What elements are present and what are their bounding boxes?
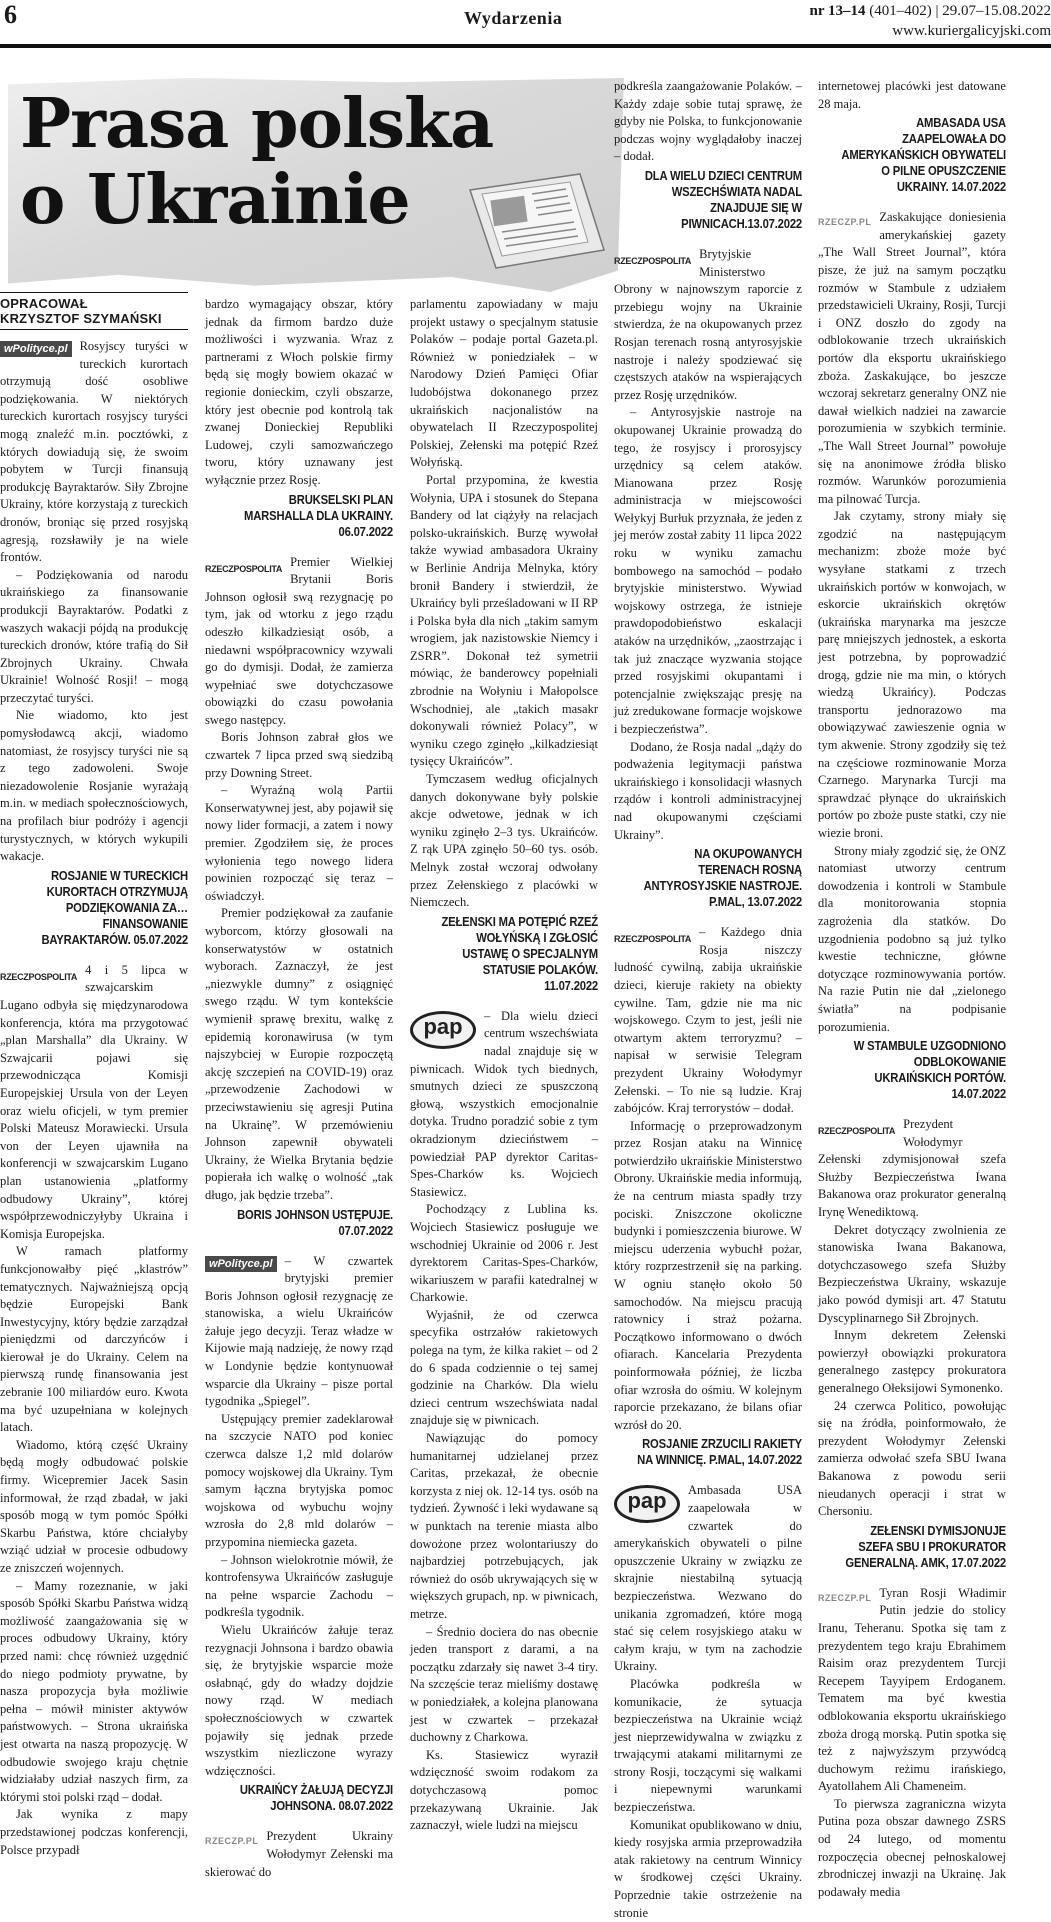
- article-heading: NA OKUPOWANYCH TERENACH ROSNĄ ANTYROSYJSKIE NASTROJE. P.MAL, 13.07.2022: [633, 846, 802, 910]
- article-paragraph: RZECZPOSPOLITA Premier Wielkiej Brytanii Boris Johnson ogłosił swą rezygnację po tym, jak od wtorku z jego rządu odeszło kilkadziesiąt osób, a niedawni współpracownicy wzywali go do dymisji. Dodał, że zamierza wypełniać swe dotychczasowe obowiązki do czasu powołania swego następcy.: [205, 554, 393, 730]
- article-paragraph: RZECZPOSPOLITA – Każdego dnia Rosja niszczy ludność cywilną, zabija ukraińskie dzieci, kieruje rakiety na obiekty cywilne. Tam, gdzie nie ma nic wojskowego. Czym to jest, jeśli nie otwartym aktem terroryzmu? – napisał w serwisie Telegram prezydent Ukrainy Wołodymyr Zełenski. – To nie są ludzie. Kraj zabójców. Kraj terrorystów – dodał.: [614, 924, 802, 1118]
- article-paragraph: Jak wynika z mapy przedstawionej podczas konferencji, Polsce przypadł: [0, 1806, 188, 1859]
- article-paragraph: – Antyrosyjskie nastroje na okupowanej Ukrainie prowadzą do tego, że rosyjscy i prorosyjscy urzędnicy są celem ataków. Mianowana przez Rosję administracja w miejscowości Wełykyj Burłuk przyznała, że jeden z jej merów został zabity 11 lipca 2022 roku w wyniku zamachu bombowego na samochód – podało brytyjskie ministerstwo. Wywiad wojskowy ostrzega, że istnieje prawdopodobieństwo eskalacji ataków na urzędników, „zaostrzając i tak już znaczące wyzwania stojące przed rosyjskimi okupantami i potencjalnie zwiększając presję na już zredukowane formacje wojskowe i bezpieczeństwa”.: [614, 404, 802, 738]
- article-heading: ZEŁENSKI MA POTĘPIĆ RZEŹ WOŁYŃSKĄ I ZGŁOSIĆ USTAWĘ O SPECJALNYM STATUSIE POLAKÓW. 11.07.2022: [429, 914, 598, 994]
- article-paragraph: Ks. Stasiewicz wyraził wdzięczność swoim rodakom za dotychczasową pomoc przekazywaną Ukrainie. Jak zaznaczył, wiele ludzi na miejscu: [410, 1747, 598, 1835]
- column-2: [205, 296, 393, 1881]
- article-paragraph: parlamentu zapowiadany w maju projekt ustawy o specjalnym statusie Polaków – podaje portal Gazeta.pl. Również w poniedziałek – w Narodowy Dzień Pamięci Ofiar ludobójstwa dokonanego przez ukraińskich nacjonalistów na obywatelach II Rzeczypospolitej Polskiej, Zełenski ma potępić Rzeź Wołyńską.: [410, 296, 598, 472]
- pap-logo: pap: [614, 1485, 680, 1523]
- header-rule: [0, 44, 1051, 48]
- article-paragraph: 24 czerwca Politico, powołując się na źródła, poinformowało, że prezydent Wołodymyr Zełenski zamierza odwołać szefa SBU Iwana Bakanowa z powodu serii nieudanych operacji i strat w Chersoniu.: [818, 1398, 1006, 1521]
- article-paragraph: RZECZP.PL Tyran Rosji Władimir Putin jedzie do stolicy Iranu, Teheranu. Spotka się tam z prezydentem tego kraju Ebrahimem Raisim oraz prezydentem Turcji Recepem Tayyipem Erdoganem. Tematem ma być kwestia odblokowania eksportu ukraińskiego zboża drogą morską. Putin spotka się też z najwyższym przywódcą duchowym reżimu irańskiego, Ayatollahem Ali Chameneim.: [818, 1585, 1006, 1796]
- article-paragraph: Jak czytamy, strony miały się zgodzić na następującym mechanizm: zboże może być wysyłane statkami z trzech ukraińskich portów w konwojach, w eskorcie ukraińskich okrętów (ukraińska marynarka ma jeszcze parę mniejszych jednostek, a eskorta jest potrzebna, by poprowadzić drogą, gdzie nie ma min, o których wiedzą Ukraińcy). Podczas transportu jednorazowo ma obowiązywać zawieszenie ognia w tym akwenie. Strony zgodziły się też na częściowe rozminowanie Morza Czarnego. Marynarka Turcji ma sprawdzać płynące do ukraińskich portów po zboże puste statki, czy nie wiezie broni.: [818, 508, 1006, 842]
- article-paragraph: Nawiązując do pomocy humanitarnej udzielanej przez Caritas, przekazał, że obecnie korzysta z niej ok. 12-14 tys. osób na tydzień. Żywność i leki wydawane są w punktach na terenie miasta albo dowożone przez wolontariuszy do najbardziej potrzebujących, jak również do osób ukrywających się w większych grupach, np. w piwnicach, metrze.: [410, 1430, 598, 1624]
- article-heading: ROSJANIE ZRZUCILI RAKIETY NA WINNICĘ. P.MAL, 14.07.2022: [633, 1436, 802, 1468]
- article-paragraph: Nie wiadomo, kto jest pomysłodawcą akcji, wiadomo natomiast, że rosyjscy turyści nie są z tego zadowoleni. Swoje niezadowolenie Rosjanie wyrażają m.in. w mediach społecznościowych, na profilach biur podróży i agencji turystycznych, w których wykupili wakacje.: [0, 707, 188, 865]
- article-paragraph: wPolityce.pl Rosyjscy turyści w tureckich kurortach otrzymują dość osobliwe podziękowania. W niektórych tureckich kurortach rosyjscy turyści mogą znaleźć m.in. pocztówki, z których dowiadują się, że swoim pobytem w Turcji finansują produkcję Bayraktarów. Siły Zbrojne Ukrainy, które korzystają z tureckich dronów, broniąc się przed rosyjską agresją, rozsławiły je na wiele frontów.: [0, 338, 188, 567]
- article-paragraph: podkreśla zaangażowanie Polaków. – Każdy zdaje sobie tutaj sprawę, że gdyby nie Polska, to funkcjonowanie podczas wojny wyglądałoby inaczej – dodał.: [614, 78, 802, 166]
- article-paragraph: – Wyraźną wolą Partii Konserwatywnej jest, aby pojawił się nowy lider formacji, a zatem i nowy premier. Zgodziłem się, że proces wyłonienia tego nowego lidera powinien rozpocząć się teraz – oświadczył.: [205, 782, 393, 905]
- pap-logo: pap: [410, 1011, 476, 1049]
- masthead-title: [20, 86, 493, 238]
- article-paragraph: Wielu Ukraińców żałuje teraz rezygnacji Johnsona i bardzo obawia się, że brytyjskie wsparcie może osłabnąć, gdy do władzy dojdzie nowy rząd. W mediach społecznościowych w czwartek pojawiły się jednak przede wszystkim niezliczone wyrazy wdzięczności.: [205, 1622, 393, 1780]
- article-paragraph: – Mamy rozeznanie, w jaki sposób Spółki Skarbu Państwa widzą możliwość zaangażowania się w proces odbudowy Ukrainy, który przed nami: chcę również uzgędnić do niego podmioty prywatne, by nasza propozycja była możliwie pełna – mówił minister aktywów państwowych. – Strona ukraińska jest otwarta na naszą propozycję. W odbudowie swojego kraju chętnie widziałaby udział naszych firm, za którymi stoi polski rząd – dodał.: [0, 1578, 188, 1807]
- rp-logo: RZECZP.PL: [818, 212, 871, 228]
- rzeczpospolita-logo: RZECZPOSPOLITA: [0, 965, 77, 983]
- rzeczpospolita-logo: RZECZPOSPOLITA: [614, 927, 691, 945]
- article-paragraph: Placówka podkreśla w komunikacie, że sytuacja bezpieczeństwa na Ukrainie wciąż jest nieprzewidywalna w związku z trwającymi atakami militarnymi ze strony Rosji, toczącymi się walkami i niepewnymi warunkami bezpieczeństwa.: [614, 1676, 802, 1817]
- article-paragraph: wPolityce.pl – W czwartek brytyjski premier Boris Johnson ogłosił rezygnację ze stanowiska, a wielu Ukraińców żałuje jego decyzji. Teraz władze w Kijowie mają nadzieję, że nowy rząd w Londynie będzie kontynuował wsparcie dla Ukrainy – pisze portal tygodnika „Spiegel”.: [205, 1253, 393, 1411]
- website-link[interactable]: www.kuriergalicyjski.com: [810, 21, 1051, 41]
- page-header: [0, 0, 1051, 48]
- masthead-line-2: o Ukrainie: [20, 162, 493, 238]
- article-paragraph: Premier podziękował za zaufanie wyborcom, którzy głosowali na konserwatystów w ostatnich wyborach. Zaznaczył, że jest „niezwykle dumny” z osiągnięć swego rządu. W tym kontekście wymienił sprawę brexitu, walkę z epidemią koronawirusa (w tym najszybciej w Europie rozpoczętą akcję szczepień na COVID-19) oraz „przewodzenie Zachodowi w przeciwstawieniu się agresji Putina na Ukrainę”. W przemówieniu Johnson zapewnił obywateli Ukrainy, że Wielka Brytania będzie popierała ich walkę o wolność „tak długo, jak będzie trzeba”.: [205, 905, 393, 1204]
- article-paragraph: – Johnson wielokrotnie mówił, że kontrofensywa Ukraińców zasługuje na pełne wsparcie Zachodu – podkreśla tygodnik.: [205, 1552, 393, 1622]
- article-paragraph: RZECZPOSPOLITA Brytyjskie Ministerstwo Obrony w najnowszym raporcie z przebiegu wojny na Ukrainie stwierdza, że na okupowanych przez Rosjan terenach rosną antyrosyjskie nastroje i należy spodziewać się częstszych ataków na wspierających przez Rosję urzędników.: [614, 246, 802, 404]
- column-4: [614, 78, 802, 1922]
- issue-info: [810, 1, 1051, 41]
- article-paragraph: Dodano, że Rosja nadal „dąży do podważenia legitymacji państwa ukraińskiego i konsolidacji własnych rządów i kontroli administracyjnej nad okupowanymi częściami Ukrainy”.: [614, 739, 802, 845]
- rp-logo: RZECZP.PL: [205, 1831, 258, 1847]
- article-heading: UKRAIŃCY ŻAŁUJĄ DECYZJI JOHNSONA. 08.07.2022: [224, 1782, 393, 1814]
- column-3: [410, 296, 598, 1835]
- wpolityce-logo: wPolityce.pl: [205, 1256, 277, 1272]
- article-heading: DLA WIELU DZIECI CENTRUM WSZECHŚWIATA NADAL ZNAJDUJE SIĘ W PIWNICACH.13.07.2022: [633, 168, 802, 232]
- article-paragraph: Boris Johnson zabrał głos we czwartek 7 lipca przed swą siedzibą przy Downing Street.: [205, 729, 393, 782]
- masthead-line-1: Prasa polska: [20, 86, 493, 162]
- article-paragraph: Ustępujący premier zadeklarował na szczycie NATO pod koniec czerwca dalsze 1,2 mld dolarów pomocy wojskowej dla Ukrainy. Tym samym łączna brytyjska pomoc wojskowa od wybuchu wojny wzrosła do 2,8 mld dolarów – przypomina niemiecka gazeta.: [205, 1411, 393, 1552]
- article-paragraph: – Podziękowania od narodu ukraińskiego za finansowanie produkcji Bayraktarów. Podatki z waszych wakacji pójdą na produkcję tureckich dronów, które trafią do Sił Zbrojnych Ukrainy. Chwała Ukrainie! Wolność Rosji! – mogą przeczytać turyści.: [0, 567, 188, 708]
- page-number: 6: [4, 0, 17, 30]
- issue-detail: (401–402) | 29.07–15.08.2022: [866, 3, 1051, 19]
- article-paragraph: internetowej placówki jest datowane 28 maja.: [818, 78, 1006, 113]
- issue-number: nr 13–14: [810, 3, 866, 19]
- article-paragraph: To pierwsza zagraniczna wizyta Putina poza obszar dawnego ZSRS od 24 lutego, od momentu rozpoczęcia obecnej pełnoskalowej zbrodniczej inwazji na Ukrainę. Jak podawały media: [818, 1796, 1006, 1902]
- article-paragraph: Wyjaśnił, że od czerwca specyfika ostrzałów rakietowych polega na tym, że kilka rakiet – od 2 do 6 spada codziennie o tej samej godzinie na Charków. Dla wielu dzieci centrum wszechświata nadal znajduje się w piwnicach.: [410, 1307, 598, 1430]
- article-heading: AMBASADA USA ZAAPELOWAŁA DO AMERYKAŃSKICH OBYWATELI O PILNE OPUSZCZENIE UKRAINY. 14.07.2022: [837, 115, 1006, 195]
- rzeczpospolita-logo: RZECZPOSPOLITA: [205, 557, 282, 575]
- article-paragraph: Portal przypomina, że kwestia Wołynia, UPA i stosunek do Stepana Bandery od lat ciążyły na relacjach polsko-ukraińskich. Burzę wywołał także wywiad ambasadora Ukrainy w Berlinie Andrija Melnyka, który bronił Bandery i stwierdził, że Ukraińcy byli prześladowani w II RP i Polska była dla nich „takim samym wrogiem, jak nazistowskie Niemcy i ZSRR”. Dokonał też symetrii mówiąc, że banderowcy popełniali zbrodnie na Wołyniu i Małopolsce Wschodniej, ale „takich masakr dokonywali również Polacy”, w wyniku czego zginęło „kilkadziesiąt tysięcy Ukraińców”.: [410, 472, 598, 771]
- article-heading: BRUKSELSKI PLAN MARSHALLA DLA UKRAINY. 06.07.2022: [224, 492, 393, 540]
- article-paragraph: Wiadomo, którą część Ukrainy będą mogły odbudować polskie firmy. Wicepremier Jacek Sasin informował, że rząd zbadał, w jaki sposób mogą w tym pomóc Spółki Skarbu Państwa, które chciałyby wziąć udział w procesie odbudowy ze zniszczeń wojennych.: [0, 1437, 188, 1578]
- article-heading: BORIS JOHNSON USTĘPUJE. 07.07.2022: [224, 1207, 393, 1239]
- article-paragraph: Strony miały zgodzić się, że ONZ natomiast utworzy centrum dowodzenia i kontroli w Stambule dla monitorowania stopnia zagrożenia dla statków. Do uzgodnienia podobno są już tylko kwestie techniczne, główne dotyczące rozminowywania portów. Na razie Putin nie dał „zielonego światła” na podpisanie porozumienia.: [818, 843, 1006, 1037]
- column-1: [0, 292, 188, 1859]
- article-paragraph: pap Ambasada USA zaapelowała w czwartek do amerykańskich obywateli o pilne opuszczenie Ukrainy w związku ze skrajnie niestabilną sytuacją bezpieczeństwa. Wezwano do unikania zgromadzeń, które mogą stać się celem rosyjskiego ataku w całym kraju, w tym na zachodzie Ukrainy.: [614, 1482, 802, 1676]
- article-paragraph: – Średnio dociera do nas obecnie jeden transport z darami, a na początku zdarzały się nawet 3-4 tiry. Na szczęście teraz mieliśmy dostawę w poniedziałek, a kolejna planowana jest w czwartek – przekazał duchowny z Charkowa.: [410, 1624, 598, 1747]
- column-5: [818, 78, 1006, 1901]
- article-paragraph: pap – Dla wielu dzieci centrum wszechświata nadal znajduje się w piwnicach. Widok tych biednych, smutnych dzieci ze spuszczoną głową, wszystkich emocjonalnie dotyka. Trudno poradzić sobie z tym okradzionym dzieciństwem – powiedział PAP dyrektor Caritas-Spes-Charków ks. Wojciech Stasiewicz.: [410, 1008, 598, 1202]
- article-paragraph: Komunikat opublikowano w dniu, kiedy rosyjska armia przeprowadziła atak rakietowy na centrum Winnicy w środkowej części Ukrainy. Poprzednie takie ostrzeżenie na stronie: [614, 1817, 802, 1922]
- article-paragraph: Innym dekretem Zełenski powierzył obowiązki prokuratora generalnego zastępcy prokuratora generalnego Ołeksijowi Symonenko.: [818, 1327, 1006, 1397]
- article-paragraph: Informację o przeprowadzonym przez Rosjan ataku na Winnicę potwierdziło ukraińskie Ministerstwo Obrony. Ukraińskie media informują, że na centrum miasta spadły trzy pociski. Zniszczone okoliczne budynki i pomieszczenia biurowe. W miejscu uderzenia wybuchł pożar, który rozprzestrzenił się na parking. W ogniu stanęło około 50 samochodów. Na miejscu pracują ratownicy i straż pożarna. Początkowo informowano o dwóch ofiarach. Kancelaria Prezydenta poinformowała później, że liczba ofiar wzrosła do ośmiu. W kolejnym raporcie przekazano, że bilans ofiar wzrósł do 20.: [614, 1118, 802, 1435]
- article-paragraph: RZECZP.PL Zaskakujące doniesienia amerykańskiej gazety „The Wall Street Journal”, która pisze, że już na samym początku rozmów w Stambule z udziałem przedstawicieli Ukrainy, Rosji, Turcji i ONZ doszło do zgody na odblokowanie trzech ukraińskich portów dla eksportu ukraińskiego zboża. Zaskakujące, bo jeszcze wczoraj sekretarz generalny ONZ nie dawał wielkich nadziei na zawarcie porozumienia w szybkich terminie. „The Wall Street Journal” powołuje się na anonimowe źródła blisko rozmów. Warunków porozumienia ma pilnować Turcja.: [818, 209, 1006, 508]
- section-title: Wydarzenia: [464, 8, 562, 29]
- article-paragraph: bardzo wymagający obszar, który jednak da firmom bardzo duże możliwości i wyzwania. Wraz z partnerami z Włoch polskie firmy będą się mogły bowiem okazać w regionie donieckim, czyli obszarze, który jest obecnie pod kontrolą tak zwanej Donieckiej Republiki Ludowej, czyli samozwańczego tworu, który uznawany jest wyłącznie przez Rosję.: [205, 296, 393, 490]
- wpolityce-logo: wPolityce.pl: [0, 341, 72, 357]
- rzeczpospolita-logo: RZECZPOSPOLITA: [614, 249, 691, 267]
- rzeczpospolita-logo: RZECZPOSPOLITA: [818, 1119, 895, 1137]
- byline: OPRACOWAŁ KRZYSZTOF SZYMAŃSKI: [0, 292, 188, 330]
- article-paragraph: RZECZPOSPOLITA Prezydent Wołodymyr Zełenski zdymisjonował szefa Służby Bezpieczeństwa Iwana Bakanowa oraz prokurator generalną Irynę Wenediktową.: [818, 1116, 1006, 1222]
- article-paragraph: RZECZPOSPOLITA 4 i 5 lipca w szwajcarskim Lugano odbyła się międzynarodowa konferencja, która ma przygotować „plan Marshalla” dla Ukrainy. W Szwajcarii pojawi się przewodnicząca Komisji Europejskiej Ursula von der Leyen oraz wielu oficjeli, w tym premier Polski Mateusz Morawiecki. Ursula von der Leyen ujawniła na konferencji w szwajcarskim Lugano plan ustanowienia „platformy odbudowy Ukrainy”, której współprzewodniczyłyby Ukraina i Komisja Europejska.: [0, 962, 188, 1244]
- newspaper-icon: [462, 168, 612, 276]
- article-heading: ZEŁENSKI DYMISJONUJE SZEFA SBU I PROKURATOR GENERALNĄ. AMK, 17.07.2022: [837, 1523, 1006, 1571]
- article-paragraph: W ramach platformy funkcjonowałby pięć „klastrów” tematycznych. Najważniejszą opcją będzie Europejski Bank Inwestycyjny, który będzie zarządzał pieniędzmi od darczyńców i kierował je do Ukrainy. Celem na pierwszą rundę finansowania jest zebranie 100 miliardów euro. Kwota ma być uzupełniana w kolejnych latach.: [0, 1243, 188, 1437]
- article-heading: W STAMBULE UZGODNIONO ODBLOKOWANIE UKRAIŃSKICH PORTÓW. 14.07.2022: [837, 1038, 1006, 1102]
- rp-logo: RZECZP.PL: [818, 1588, 871, 1604]
- article-paragraph: Dekret dotyczący zwolnienia ze stanowiska Iwana Bakanowa, dotychczasowego szefa Służby Bezpieczeństwa Ukrainy, wskazuje jako powód dymisji art. 47 Statutu Dyscyplinarnego Sił Zbrojnych.: [818, 1222, 1006, 1328]
- article-paragraph: Pochodzący z Lublina ks. Wojciech Stasiewicz posługuje we wschodniej Ukrainie od 2006 r. Jest dyrektorem Caritas-Spes-Charków, wikariuszem w parafii katedralnej w Charkowie.: [410, 1201, 598, 1307]
- article-heading: ROSJANIE W TURECKICH KURORTACH OTRZYMUJĄ PODZIĘKOWANIA ZA… FINANSOWANIE BAYRAKTARÓW. 05.07.2022: [19, 868, 188, 948]
- article-paragraph: RZECZP.PL Prezydent Ukrainy Wołodymyr Zełenski ma skierować do: [205, 1828, 393, 1881]
- article-paragraph: Tymczasem według oficjalnych danych dokonywane były polskie akcje odwetowe, jednak w ich wyniku zginęło 2–3 tys. Ukraińców. Z rąk UPA zginęło 50–60 tys. osób. Melnyk został wczoraj odwołany przez Zełenskiego z placówki w Niemczech.: [410, 771, 598, 912]
